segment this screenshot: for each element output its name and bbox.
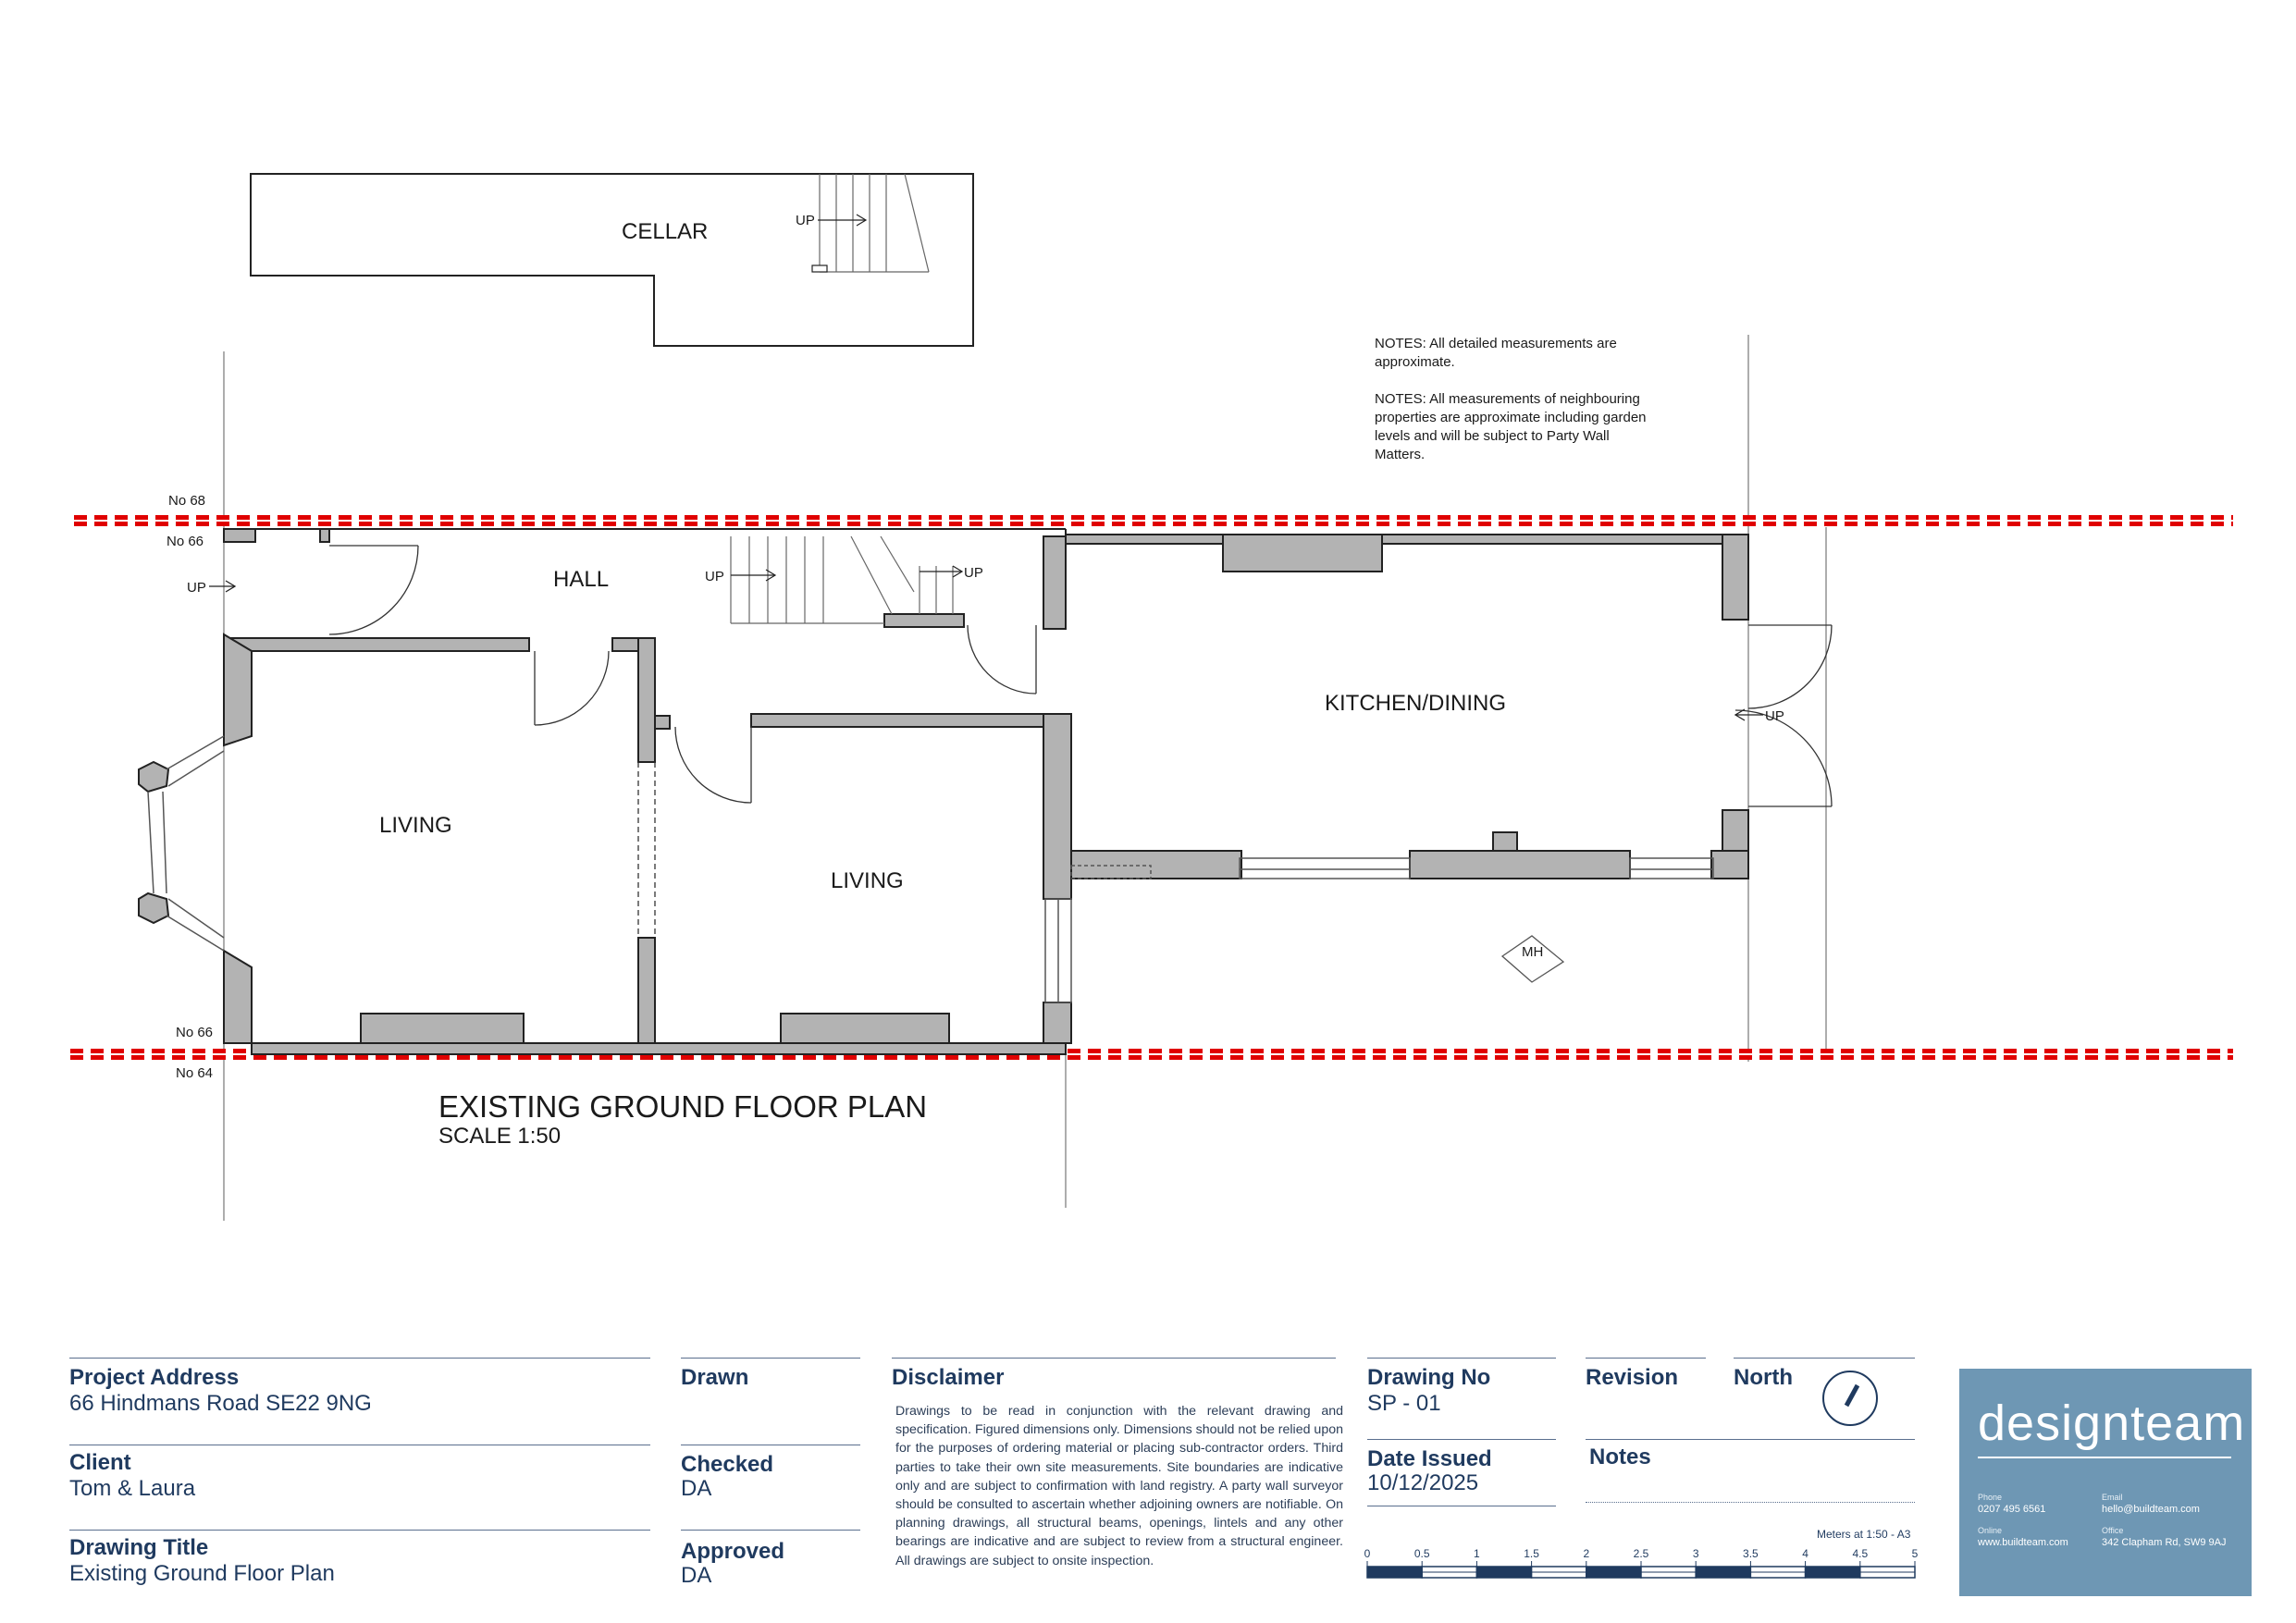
client-value: Tom & Laura <box>69 1476 196 1501</box>
note2-line2: properties are approximate including garden <box>1375 410 1647 425</box>
office-value: 342 Clapham Rd, SW9 9AJ <box>2102 1537 2227 1548</box>
garden-up-label: UP <box>1765 708 1784 724</box>
note2-line3: levels and will be subject to Party Wall <box>1375 428 1610 444</box>
office-label: Office <box>2102 1526 2124 1535</box>
brand-divider <box>1978 1457 2231 1458</box>
rule-project <box>69 1358 650 1359</box>
reference-lines <box>224 335 1826 1221</box>
cellar-stair <box>812 174 929 272</box>
scalebar-tick-label: 2.5 <box>1633 1547 1649 1560</box>
scalebar-tick-label: 1 <box>1474 1547 1480 1560</box>
drawing-title-label: Drawing Title <box>69 1535 209 1560</box>
drawn-label: Drawn <box>681 1365 749 1390</box>
manhole-label: MH <box>1522 944 1544 960</box>
no66-top-label: No 66 <box>167 534 204 549</box>
date-issued-label: Date Issued <box>1367 1446 1492 1471</box>
front-up-arrow <box>209 581 235 592</box>
scalebar-tick-label: 4 <box>1802 1547 1808 1560</box>
drawing-no-label: Drawing No <box>1367 1365 1491 1390</box>
scalebar-tick-label: 5 <box>1911 1547 1919 1560</box>
checked-label: Checked <box>681 1452 774 1477</box>
cellar-outline <box>251 174 973 346</box>
rule-approved <box>681 1530 860 1531</box>
online-value: www.buildteam.com <box>1978 1537 2068 1548</box>
no68-label: No 68 <box>168 493 206 509</box>
living1-label: LIVING <box>379 813 452 838</box>
north-arrow-icon <box>1821 1369 1880 1428</box>
rule-disclaimer <box>892 1358 1336 1359</box>
brand-panel <box>1959 1369 2252 1596</box>
no66-bottom-label: No 66 <box>176 1025 214 1040</box>
walls <box>139 529 1748 1054</box>
date-issued-value: 10/12/2025 <box>1367 1470 1479 1495</box>
cellar-label: CELLAR <box>622 219 709 244</box>
plan-scale: SCALE 1:50 <box>438 1124 562 1149</box>
rule-revision <box>1586 1358 1706 1359</box>
rule-notes <box>1586 1439 1915 1440</box>
rule-north <box>1734 1358 1915 1359</box>
scalebar-tick-label: 3.5 <box>1743 1547 1759 1560</box>
online-label: Online <box>1978 1526 2003 1535</box>
drawing-no-value: SP - 01 <box>1367 1391 1441 1416</box>
brand-logo: designteam <box>1978 1396 2246 1451</box>
disclaimer-text: Drawings to be read in conjunction with the relevant drawing and specification. Figured dimensions only. Dimensions should not be relied upon for the purposes of ordering material or placing sub-contractor orders. Third parties to take their own site measurements. Site boundaries are indicative only and are subject to confirmation with land registry. A party wall surveyor should be consulted to ascertain whether adjoining owners are notifiable. On planning drawings, all structural beams, openings, lintels and any other bearings are indicative and are subject to review from a structural engineer. All drawings are subject to onsite inspection. <box>895 1404 1343 1568</box>
client-label: Client <box>69 1450 131 1475</box>
note1-line2: approximate. <box>1375 354 1455 370</box>
scalebar-tick-label: 4.5 <box>1852 1547 1869 1560</box>
rule-drawing-no <box>1367 1358 1556 1359</box>
kitchen-label: KITCHEN/DINING <box>1325 691 1507 716</box>
hall-stair <box>731 536 962 623</box>
hall-up-label-1: UP <box>705 569 724 584</box>
wall-outlines <box>224 529 1066 540</box>
note2-line1: NOTES: All measurements of neighbouring <box>1375 391 1640 407</box>
hall-up-label-2: UP <box>964 565 983 581</box>
note1-line1: NOTES: All detailed measurements are <box>1375 336 1617 351</box>
project-address-value: 66 Hindmans Road SE22 9NG <box>69 1391 372 1416</box>
rule-notes-bottom <box>1586 1502 1915 1503</box>
cellar-up-label: UP <box>796 213 815 228</box>
north-label: North <box>1734 1365 1793 1390</box>
phone-value: 0207 495 6561 <box>1978 1504 2046 1515</box>
approved-value: DA <box>681 1563 712 1588</box>
scalebar-caption: Meters at 1:50 - A3 <box>1817 1528 1911 1541</box>
hall-label: HALL <box>553 567 610 592</box>
rule-drawn <box>681 1358 860 1359</box>
approved-label: Approved <box>681 1539 785 1564</box>
scalebar-tick-label: 2 <box>1583 1547 1590 1560</box>
scalebar-tick-label: 0 <box>1364 1547 1371 1560</box>
no64-label: No 64 <box>176 1065 214 1081</box>
rule-date <box>1367 1439 1556 1440</box>
email-label: Email <box>2102 1493 2123 1502</box>
rule-drawing-title <box>69 1530 650 1531</box>
revision-label: Revision <box>1586 1365 1679 1390</box>
front-up-label: UP <box>187 580 206 596</box>
checked-value: DA <box>681 1476 712 1501</box>
scalebar-tick-label: 1.5 <box>1524 1547 1539 1560</box>
scale-bar <box>1360 1539 1924 1587</box>
notes-label: Notes <box>1589 1445 1651 1469</box>
project-address-label: Project Address <box>69 1365 240 1390</box>
scalebar-tick-label: 3 <box>1692 1547 1699 1560</box>
drawing-title-value: Existing Ground Floor Plan <box>69 1561 335 1586</box>
note2-line4: Matters. <box>1375 447 1426 462</box>
scalebar-tick-label: 0.5 <box>1413 1547 1430 1560</box>
phone-label: Phone <box>1978 1493 2003 1502</box>
email-value: hello@buildteam.com <box>2102 1504 2200 1515</box>
disclaimer-label: Disclaimer <box>892 1365 1005 1390</box>
plan-title: EXISTING GROUND FLOOR PLAN <box>438 1089 928 1124</box>
living2-label: LIVING <box>831 868 904 893</box>
